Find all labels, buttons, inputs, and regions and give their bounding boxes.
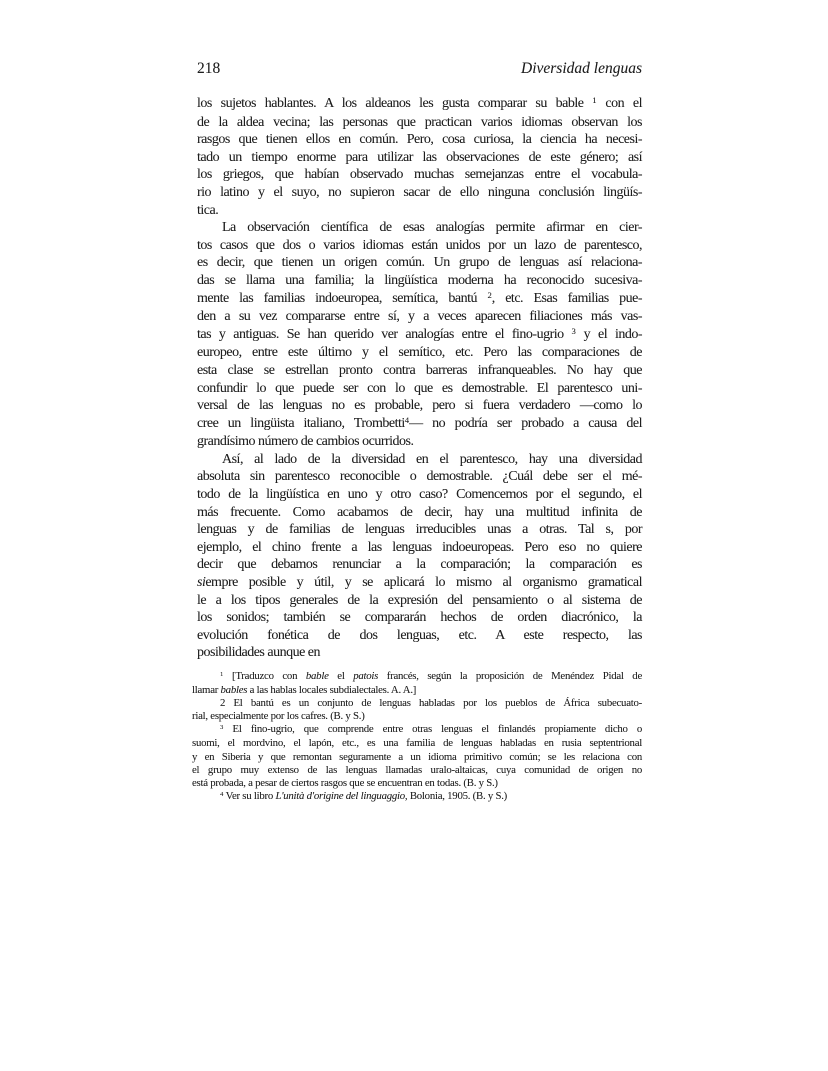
page-number: 218 <box>197 60 221 77</box>
footnote-line: llamar bables a las hablas locales subdialectales. A. A.] <box>192 684 417 697</box>
text-column <box>197 60 642 662</box>
body-line: versal de las lenguas no es probable, pero si fuera verdadero —como lo <box>197 398 642 414</box>
running-header <box>197 60 642 78</box>
footnote-line: y en Siberia y que remontan seguramente a un idioma primitivo común; se les relaciona con <box>192 750 642 763</box>
footnote-marker: 3 <box>571 325 576 336</box>
footnote-line: 2 El bantú es un conjunto de lenguas habladas por los pueblos de África subecuato- <box>220 697 642 710</box>
body-line: evolución fonética de dos lenguas, etc. A este respecto, las <box>197 627 642 643</box>
body-line: europeo, entre este último y el semítico, etc. Pero las comparaciones de <box>197 345 642 361</box>
body-line: cree un lingüista italiano, Trombetti$^4$— no podría ser probado a causa del <box>197 414 642 431</box>
footnote-marker: 4 <box>404 414 410 425</box>
footnote-marker: 4 <box>220 790 224 798</box>
footnote-marker: 1 <box>220 671 224 678</box>
body-line: tos casos que dos o varios idiomas están unidos por un lazo de parentesco, <box>197 237 642 253</box>
body-line: tica. <box>197 202 219 218</box>
body-line: los sujetos hablantes. A los aldeanos les gusta comparar su bable $^1$ con el <box>197 95 642 111</box>
body-line: los griegos, que habían observado muchas semejanzas entre el vocabula- <box>197 167 642 183</box>
body-line: absoluta sin parentesco reconocible o demostrable. ¿Cuál debe ser el mé- <box>197 469 642 485</box>
footnote-marker: 1 <box>592 95 597 106</box>
body-paragraph <box>197 219 642 451</box>
body-text <box>197 95 642 662</box>
body-line: ejemplo, el chino frente a las lenguas indoeuropeas. Pero eso no quiere <box>197 539 642 555</box>
footnote <box>192 670 642 697</box>
footnote-line: el grupo muy extenso de las lenguas llamadas uralo-altaicas, cuya comunidad de origen no <box>192 763 642 776</box>
body-line: más frecuente. Como acabamos de decir, hay una multitud infinita de <box>197 504 642 520</box>
body-line: confundir lo que puede ser con lo que es demostrable. El parentesco uni- <box>197 380 642 396</box>
body-line: tas y antiguas. Se han querido ver analogías entre el fino-ugrio $^3$ y el indo- <box>197 325 643 342</box>
body-line: los sonidos; también se compararán hechos de orden diacrónico, la <box>197 610 642 626</box>
body-line: esta clase se estrellan pronto contra barreras infranqueables. No hay que <box>197 362 642 378</box>
body-line: decir que debamos renunciar a la comparación; la comparación es <box>197 557 642 573</box>
footnote <box>192 723 642 789</box>
footnote <box>192 790 642 804</box>
body-line: todo de la lingüística en uno y otro caso? Comencemos por el segundo, el <box>197 487 642 503</box>
footnote-line: suomi, el mordvino, el lapón, etc., es una familia de lenguas habladas en rusia septentrional <box>192 737 642 750</box>
body-line: posibilidades aunque en <box>197 645 321 661</box>
footnote-line: $^1$ [Traduzco con bable el patois francés, según la proposición de Menéndez Pidal de <box>220 670 642 682</box>
body-line: La observación científica de esas analogías permite afirmar en cier- <box>222 220 642 236</box>
footnote-line: está probada, a pesar de ciertos rasgos que se encuentran en todas. (B. y S.) <box>192 776 498 789</box>
body-line: es decir, que tienen un origen común. Un grupo de lenguas así relaciona- <box>197 255 642 271</box>
running-title: Diversidad lenguas <box>521 60 642 77</box>
body-line: Así, al lado de la diversidad en el parentesco, hay una diversidad <box>222 451 642 467</box>
footnote-marker: 3 <box>220 724 224 732</box>
body-line: tado un tiempo enorme para utilizar las observaciones de este género; así <box>197 149 642 165</box>
footnote-marker: 2 <box>487 289 492 300</box>
body-line: lenguas y de familias de lenguas irreducibles unas a otras. Tal s, por <box>197 522 642 538</box>
footnotes-section <box>192 670 642 804</box>
body-paragraph <box>197 95 642 219</box>
footnote-line: rial, especialmente por los cafres. (B. y S.) <box>192 710 365 723</box>
body-line: den a su vez compararse entre sí, y a veces aparecen filiaciones más vas- <box>197 309 642 325</box>
body-line: das se llama una familia; la lingüística moderna ha reconocido sucesiva- <box>197 272 642 288</box>
body-line: de la aldea vecina; las personas que practican varios idiomas observan los <box>197 114 642 130</box>
body-line: grandísimo número de cambios ocurridos. <box>197 434 414 450</box>
body-line: rasgos que tienen ellos en común. Pero, cosa curiosa, la ciencia ha necesi- <box>197 132 642 148</box>
footnote-line: $^3$ El fino-ugrio, que comprende entre otras lenguas el finlandés propiamente dicho o <box>220 723 642 736</box>
body-line: le a los tipos generales de la expresión del pensamiento o al sistema de <box>197 592 642 608</box>
body-line: rio latino y el suyo, no supieron sacar de ello ninguna conclusión lingüís- <box>197 184 642 200</box>
body-paragraph <box>197 451 642 662</box>
footnote <box>192 697 642 723</box>
footnote-line: $^4$ Ver su libro L'unità d'origine del linguaggio, Bolonia, 1905. (B. y S.) <box>220 789 507 802</box>
body-line: siempre posible y útil, y se aplicará lo mismo al organismo gramatical <box>197 575 642 591</box>
body-line: mente las familias indoeuropea, semítica, bantú $^2$, etc. Esas familias pue- <box>197 289 642 306</box>
